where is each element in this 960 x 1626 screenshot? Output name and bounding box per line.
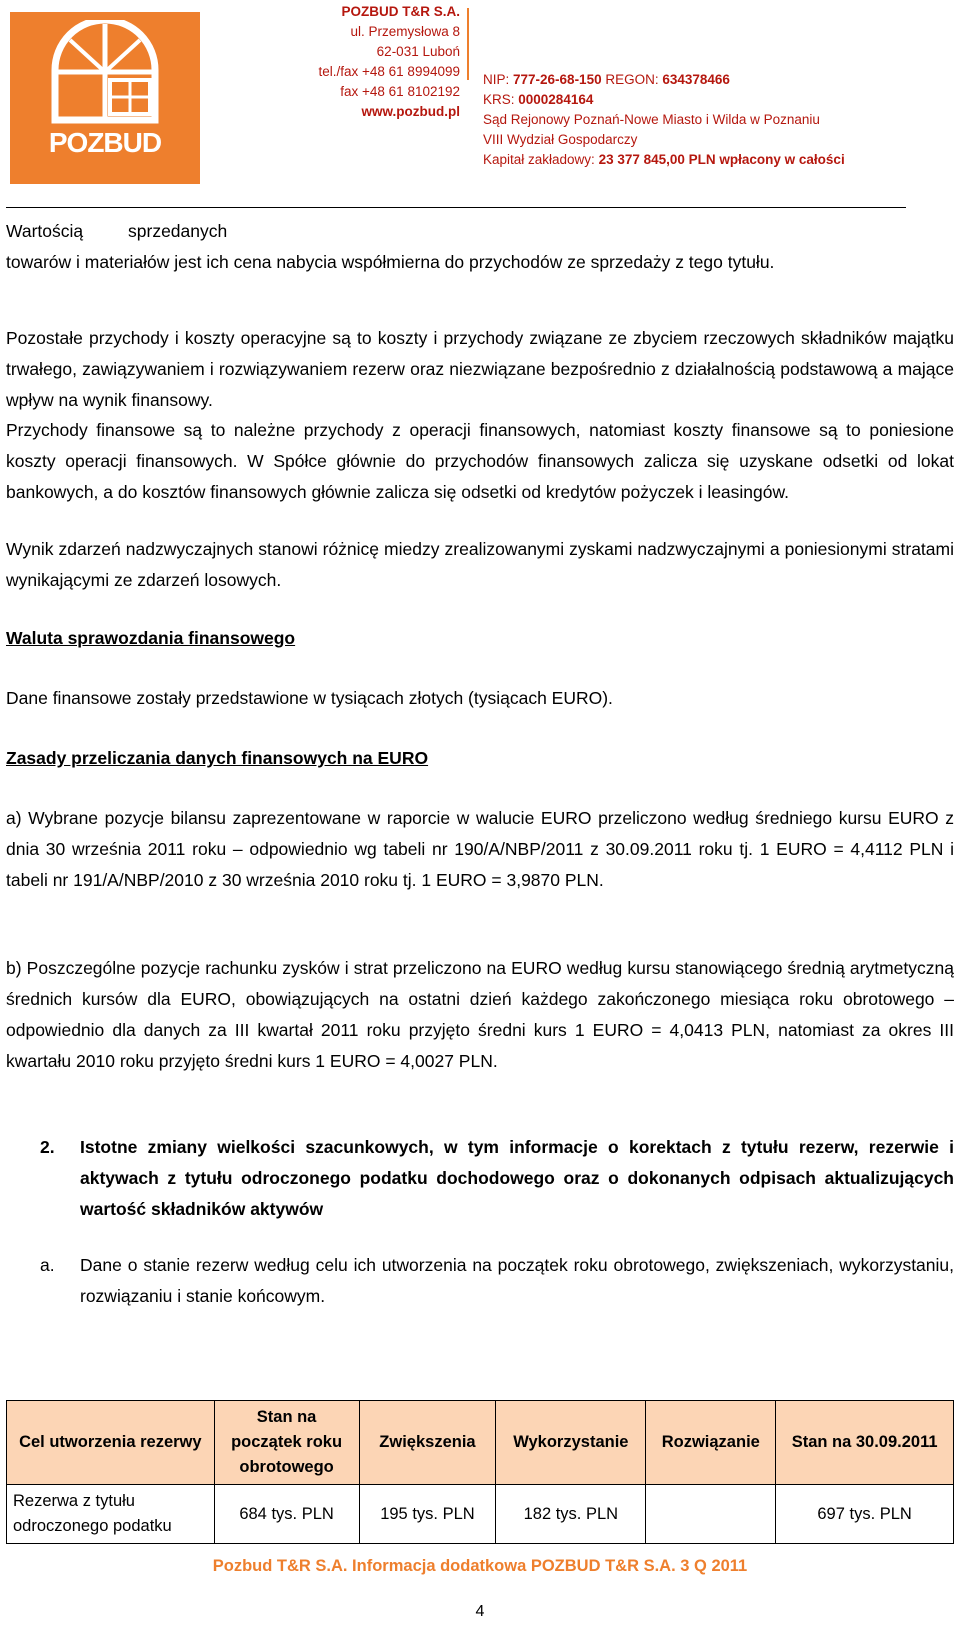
krs-line (483, 90, 845, 110)
reserves-table (6, 1400, 954, 1544)
regon-label: REGON: (601, 72, 663, 87)
company-name: POZBUD T&R S.A. (341, 4, 460, 19)
company-fax: fax +48 61 8102192 (340, 84, 460, 99)
paragraph-currency: Dane finansowe zostały przedstawione w tysiącach złotych (tysiącach EURO). (6, 688, 613, 708)
table-cell: 195 tys. PLN (359, 1485, 496, 1544)
regon-value: 634378466 (662, 72, 730, 87)
capital-line (483, 150, 845, 170)
company-address (300, 2, 460, 122)
logo-text: POZBUD (48, 127, 162, 158)
table-header-cell: Rozwiązanie (646, 1401, 776, 1485)
table-cell (646, 1485, 776, 1544)
item-text: Dane o stanie rezerw według celu ich utworzenia na początek roku obrotowego, zwiększeniach, wykorzystaniu, rozwiązaniu i stanie końcowym. (80, 1255, 954, 1306)
company-logo (10, 12, 200, 182)
window-logo-icon (40, 20, 170, 130)
company-street: ul. Przemysłowa 8 (350, 24, 460, 39)
table-row (7, 1485, 954, 1544)
company-city: 62-031 Luboń (376, 44, 460, 59)
capital-label: Kapitał zakładowy: (483, 152, 599, 167)
table-cell: Rezerwa z tytułu odroczonego podatku (7, 1485, 215, 1544)
nip-regon-line (483, 70, 845, 90)
section-item-2 (40, 1132, 954, 1225)
paragraph-line-2: towarów i materiałów jest ich cena nabycia współmierna do przychodów ze sprzedaży z tego tytułu. (6, 252, 775, 272)
table-header-cell: Cel utworzenia rezerwy (7, 1401, 215, 1485)
header-divider (467, 8, 469, 80)
item-letter: a. (40, 1255, 55, 1275)
table-header-cell: Stan na początek roku obrotowego (214, 1401, 359, 1485)
nip-value: 777-26-68-150 (513, 72, 602, 87)
paragraph-operating: Pozostałe przychody i koszty operacyjne są to koszty i przychody związane ze zbyciem rzeczowych składników majątku trwałego, zawiązywaniem i rozwiązywaniem rezerw oraz niezwiązane bezpośrednio z działalnością podstawową a mające wpływ na wynik finansowy. (6, 328, 954, 410)
heading-currency: Waluta sprawozdania finansowego (6, 628, 296, 648)
table-cell: 697 tys. PLN (776, 1485, 954, 1544)
court-line: Sąd Rejonowy Poznań-Nowe Miasto i Wilda w Poznaniu (483, 112, 820, 127)
page-number: 4 (475, 1603, 485, 1620)
table-cell: 182 tys. PLN (496, 1485, 646, 1544)
krs-label: KRS: (483, 92, 519, 107)
logo-underline (10, 182, 200, 184)
table-header-cell: Zwiększenia (359, 1401, 496, 1485)
division-line: VIII Wydział Gospodarczy (483, 132, 638, 147)
page-footer: Pozbud T&R S.A. Informacja dodatkowa POZBUD T&R S.A. 3 Q 2011 (212, 1557, 748, 1575)
table-header-row (7, 1401, 954, 1485)
heading-conversion: Zasady przeliczania danych finansowych na EURO (6, 748, 429, 768)
company-website[interactable]: www.pozbud.pl (361, 104, 460, 119)
paragraph-balance-conversion: a) Wybrane pozycje bilansu zaprezentowane w raporcie w walucie EURO przeliczono według średniego kursu EURO z dnia 30 września 2011 roku – odpowiednio wg tabeli nr 190/A/NBP/2011 z 30.09.2011 roku tj. 1 EURO = 4,4112 PLN i tabeli nr 191/A/NBP/2010 z 30 września 2010 roku tj. 1 EURO = 3,9870 PLN. (6, 808, 954, 890)
paragraph-financial: Przychody finansowe są to należne przychody z operacji finansowych, natomiast koszty finansowe są to poniesione koszty operacji finansowych. W Spółce głównie do przychodów finansowych zalicza się uzyskane odsetki od lokat bankowych, a do kosztów finansowych głównie zalicza się odsetki od kredytów pożyczek i leasingów. (6, 420, 954, 502)
item-text: Istotne zmiany wielkości szacunkowych, w tym informacje o korektach z tytułu rezerw, rezerwie i aktywach z tytułu odroczonego podatku dochodowego oraz o dokonanych odpisach aktualizujących wartość składników aktywów (80, 1137, 954, 1219)
paragraph-pl-conversion: b) Poszczególne pozycje rachunku zysków i strat przeliczono na EURO według kursu stanowiącego średnią arytmetyczną średnich kursów dla EURO, obowiązujących na ostatni dzień każdego zakończonego miesiąca roku obrotowego – odpowiednio dla danych za III kwartał 2011 roku przyjęto średni kurs 1 EURO = 4,0413 PLN, natomiast za okres III kwartału 2010 roku przyjęto średni kurs 1 EURO = 4,0027 PLN. (6, 958, 954, 1071)
table-header-cell: Stan na 30.09.2011 (776, 1401, 954, 1485)
capital-value: 23 377 845,00 PLN wpłacony w całości (598, 152, 845, 167)
company-phone: tel./fax +48 61 8994099 (318, 64, 460, 79)
paragraph-line-1: Wartością sprzedanych (6, 221, 228, 241)
header-rule (6, 207, 906, 208)
nip-label: NIP: (483, 72, 514, 87)
krs-value: 0000284164 (518, 92, 594, 107)
paragraph-goods-value (6, 216, 954, 278)
table-cell: 684 tys. PLN (214, 1485, 359, 1544)
company-registration (483, 70, 845, 170)
section-item-a (40, 1250, 954, 1312)
paragraph-extraordinary: Wynik zdarzeń nadzwyczajnych stanowi różnicę miedzy zrealizowanymi zyskami nadzwyczajnymi a poniesionymi stratami wynikającymi ze zdarzeń losowych. (6, 539, 954, 590)
item-number: 2. (40, 1137, 55, 1157)
table-header-cell: Wykorzystanie (496, 1401, 646, 1485)
